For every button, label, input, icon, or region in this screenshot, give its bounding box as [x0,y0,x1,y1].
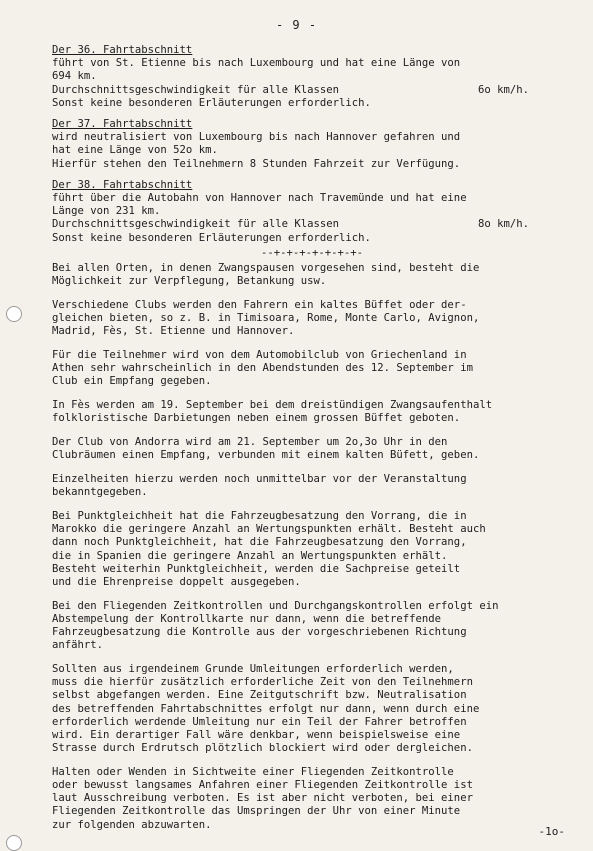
text-line: hat eine Länge von 52o km. [52,144,218,157]
text-line: Bei den Fliegenden Zeitkontrollen und Durchgangskontrollen erfolgt ein [52,599,499,612]
section-heading: Der 37. Fahrtabschnitt [52,118,193,131]
text-line: folkloristische Darbietungen neben einem grossen Büffet geboten. [52,412,461,425]
text-line: 694 km. [52,70,97,83]
paragraph [52,600,572,653]
text-line: selbst abgefangen werden. Eine Zeitgutschrift bzw. Neutralisation [52,689,467,702]
paragraph [52,510,572,589]
text-line: laut Ausschreibung verboten. Es ist aber nicht verboten, bei einer [52,792,473,805]
document-body [52,44,572,832]
text-line: dann noch Punktgleichheit, hat die Fahrzeugbesatzung den Vorrang, [52,536,467,549]
section-note: Sonst keine besonderen Erläuterungen erforderlich. [52,96,371,109]
text-line: Clubräumen einen Empfang, verbunden mit einem kalten Büfett, geben. [52,449,480,462]
text-line: wird neutralisiert von Luxembourg bis nach Hannover gefahren und [52,131,461,144]
speed-row [52,218,572,231]
text-line: Club ein Empfang gegeben. [52,375,212,388]
paragraph [52,299,572,339]
paragraph [52,349,572,389]
speed-value: 6o km/h. [478,83,530,96]
text-line: führt über die Autobahn von Hannover nach Travemünde und hat eine [52,192,467,205]
text-line: führt von St. Etienne bis nach Luxembourg und hat eine Länge von [52,57,461,70]
text-line: Strasse durch Erdrutsch plötzlich blockiert wird oder dergleichen. [52,742,473,755]
text-line: Fahrzeugbesatzung die Kontrolle aus der vorgeschriebenen Richtung [52,626,467,639]
paragraph [52,262,572,288]
text-line: Sollten aus irgendeinem Grunde Umleitungen erforderlich werden, [52,662,454,675]
paragraph [52,663,572,755]
speed-row [52,84,572,97]
text-line: Länge von 231 km. [52,205,161,218]
text-line: und die Ehrenpreise doppelt ausgegeben. [52,575,301,588]
text-line: zur folgenden abzuwarten. [52,818,212,831]
punch-hole [6,306,22,322]
text-line: Bei Punktgleichheit hat die Fahrzeugbesatzung den Vorrang, die in [52,509,467,522]
section-note: Sonst keine besonderen Erläuterungen erforderlich. [52,231,371,244]
text-line: Besteht weiterhin Punktgleichheit, werden die Sachpreise geteilt [52,562,461,575]
text-line: bekanntgegeben. [52,486,148,499]
text-line: Der Club von Andorra wird am 21. September um 2o,3o Uhr in den [52,436,448,449]
text-line: erforderlich werdende Umleitung nur ein Teil der Fahrer betroffen [52,715,467,728]
text-line: Halten oder Wenden in Sichtweite einer Fliegenden Zeitkontrolle [52,765,454,778]
text-line: anfährt. [52,639,104,652]
text-line: Madrid, Fès, St. Etienne und Hannover. [52,325,295,338]
speed-value: 8o km/h. [478,218,530,231]
section-heading: Der 38. Fahrtabschnitt [52,178,193,191]
speed-label: Durchschnittsgeschwindigkeit für alle Klassen [52,218,340,231]
section-38 [52,179,572,245]
text-line: gleichen bieten, so z. B. in Timisoara, Rome, Monte Carlo, Avignon, [52,312,480,325]
text-line: Fliegenden Zeitkontrolle das Umspringen der Uhr von einer Minute [52,805,461,818]
paragraph [52,436,572,462]
text-line: des betreffenden Fahrtabschnittes erfolgt nur dann, wenn durch eine [52,702,480,715]
text-line: In Fès werden am 19. September bei dem dreistündigen Zwangsaufenthalt [52,399,493,412]
separator: --+-+-+-+-+-+-+- [260,246,364,259]
text-line: Für die Teilnehmer wird von dem Automobilclub von Griechenland in [52,349,467,362]
paragraph [52,399,572,425]
text-line: oder bewusst langsames Anfahren einer Fliegenden Zeitkontrolle ist [52,779,473,792]
section-heading: Der 36. Fahrtabschnitt [52,44,193,56]
paragraph [52,766,572,832]
speed-label: Durchschnittsgeschwindigkeit für alle Klassen [52,83,340,96]
text-line: Bei allen Orten, in denen Zwangspausen vorgesehen sind, besteht die [52,262,480,275]
page-number: - 9 - [275,18,318,32]
text-line: Möglichkeit zur Verpflegung, Betankung usw. [52,275,327,288]
next-page-marker: -1o- [538,825,565,838]
section-36 [52,44,572,110]
text-line: die in Spanien die geringere Anzahl an Wertungspunkten erhält. [52,549,448,562]
text-line: Hierfür stehen den Teilnehmern 8 Stunden Fahrzeit zur Verfügung. [52,157,461,170]
text-line: Marokko die geringere Anzahl an Wertungspunkten erhält. Besteht auch [52,523,486,536]
paragraph [52,473,572,499]
section-37 [52,118,572,171]
text-line: Abstempelung der Kontrollkarte nur dann, wenn die betreffende [52,612,442,625]
text-line: wird. Ein derartiger Fall wäre denkbar, wenn beispielsweise eine [52,728,461,741]
text-line: Verschiedene Clubs werden den Fahrern ein kaltes Büffet oder der- [52,298,467,311]
punch-hole [6,835,22,851]
text-line: Einzelheiten hierzu werden noch unmittelbar vor der Veranstaltung [52,472,467,485]
text-line: muss die hierfür zusätzlich erforderliche Zeit von den Teilnehmern [52,676,473,689]
text-line: Athen sehr wahrscheinlich in den Abendstunden des 12. September im [52,362,473,375]
